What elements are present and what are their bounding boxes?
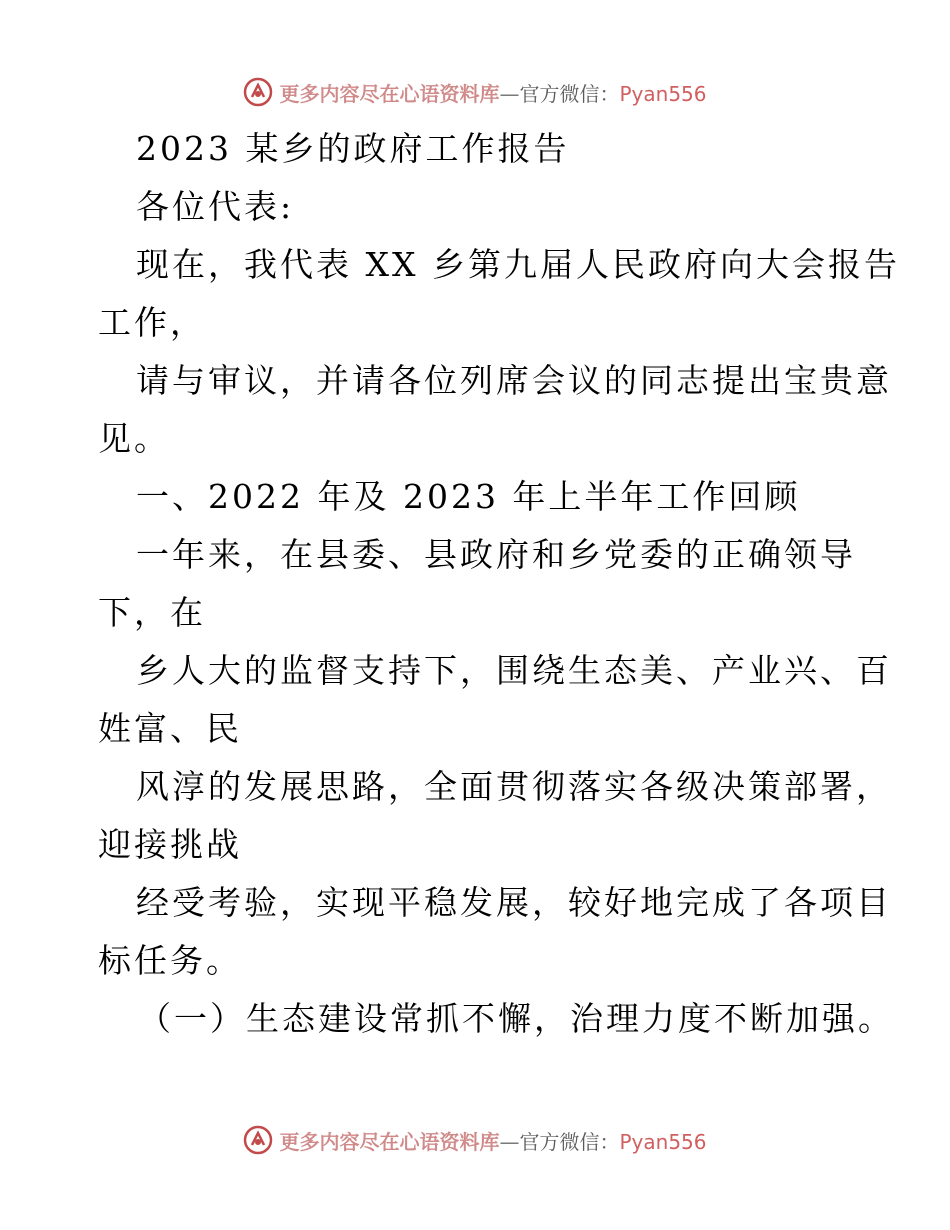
paragraph-line: 标任务。 xyxy=(98,941,242,980)
paragraph-line: 一年来，在县委、县政府和乡党委的正确领导 xyxy=(136,535,856,574)
paragraph-line: 乡人大的监督支持下，围绕生态美、产业兴、百 xyxy=(136,651,892,690)
footer-wechat-label: 官方微信： xyxy=(519,1129,620,1154)
footer-wechat-id: Pyan556 xyxy=(619,1129,707,1154)
header-banner-text xyxy=(279,78,706,107)
subsection-heading: （一）生态建设常抓不懈，治理力度不断加强。 xyxy=(138,999,894,1038)
header-wechat-label: 官方微信： xyxy=(519,81,620,106)
header-wechat-id: Pyan556 xyxy=(619,81,707,106)
paragraph-line: 下，在 xyxy=(98,593,206,632)
footer-site-text: 更多内容尽在心语资料库 xyxy=(279,1129,500,1154)
header-site-text: 更多内容尽在心语资料库 xyxy=(279,81,500,106)
paragraph-line: 姓富、民 xyxy=(98,709,242,748)
brand-logo-icon xyxy=(243,1125,273,1155)
document-body xyxy=(98,120,900,1048)
paragraph-line: 见。 xyxy=(98,419,170,458)
footer-banner xyxy=(0,1120,950,1160)
paragraph-line: 现在，我代表 XX 乡第九届人民政府向大会报告 xyxy=(136,245,900,284)
paragraph-line: 工作， xyxy=(98,303,206,342)
document-title: 2023 某乡的政府工作报告 xyxy=(136,129,570,168)
paragraph-line: 经受考验，实现平稳发展，较好地完成了各项目 xyxy=(136,883,892,922)
header-dash: — xyxy=(499,81,520,106)
paragraph-line: 迎接挑战 xyxy=(98,825,242,864)
header-banner xyxy=(0,72,950,112)
salutation: 各位代表: xyxy=(136,187,295,226)
footer-dash: — xyxy=(499,1129,520,1154)
section-heading: 一、2022 年及 2023 年上半年工作回顾 xyxy=(136,477,801,516)
paragraph-line: 请与审议，并请各位列席会议的同志提出宝贵意 xyxy=(136,361,892,400)
footer-banner-text xyxy=(279,1126,706,1155)
paragraph-line: 风淳的发展思路，全面贯彻落实各级决策部署， xyxy=(136,767,892,806)
brand-logo-icon xyxy=(243,77,273,107)
